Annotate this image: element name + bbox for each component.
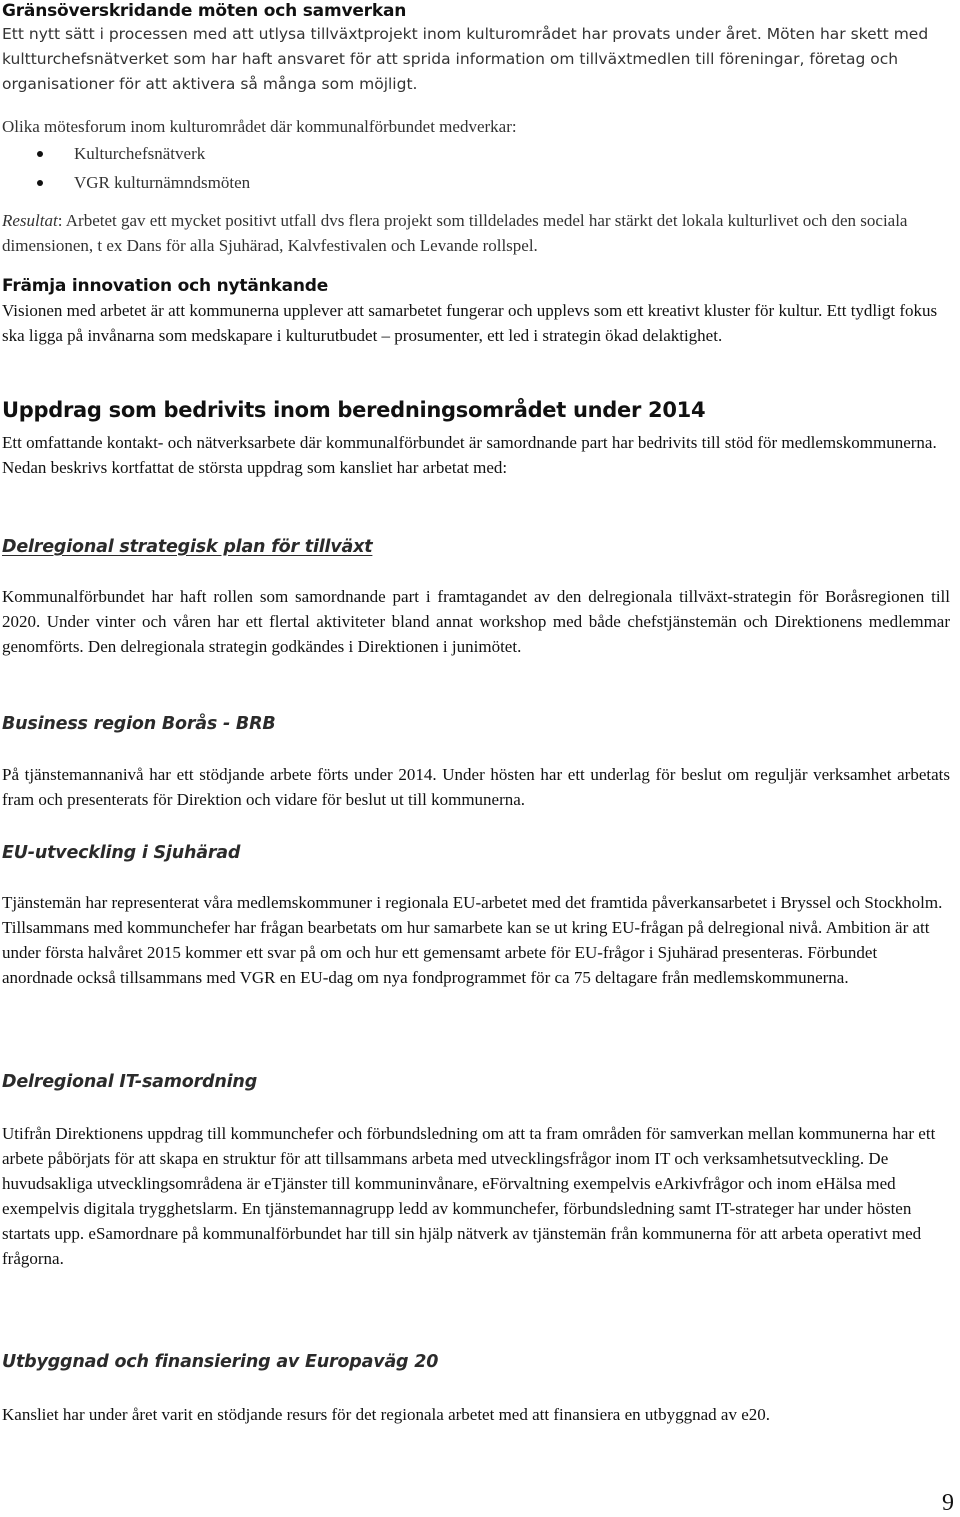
page-number: 9 xyxy=(942,1490,954,1516)
bullet-item xyxy=(2,139,950,168)
section-heading-assignments: Uppdrag som bedrivits inom beredningsområdet under 2014 xyxy=(2,398,706,422)
paragraph-e20: Kansliet har under året varit en stödjande resurs för det regionala arbetet med att finansiera en utbyggnad av e20. xyxy=(2,1405,771,1424)
paragraph-innovation: Visionen med arbetet är att kommunerna upplever att samarbetet fungerar och upplevs som ett kreativt kluster för kultur. Ett tydligt fokus ska ligga på invånarna som medskapare i kulturutbudet – prosumenter, ett led i strategin ökad delaktighet. xyxy=(2,301,938,345)
subheading-strategic-plan: Delregional strategisk plan för tillväxt xyxy=(2,537,373,557)
bullet-text: Kulturchefsnätverk xyxy=(74,144,206,163)
subheading-it-coordination: Delregional IT-samordning xyxy=(2,1072,258,1092)
section-heading-border-meetings: Gränsöverskridande möten och samverkan xyxy=(2,1,407,21)
result-label: Resultat xyxy=(2,211,58,230)
paragraph-border-meetings: Ett nytt sätt i processen med att utlysa tillväxtprojekt inom kulturområdet har provats under året. Möten har skett med kultturchefsnätverket som har haft ansvaret för att sprida information om tillväxtmedlen till föreningar, företag och organisationer för att aktivera så många som möjligt. xyxy=(2,25,929,93)
bullet-text: VGR kulturnämndsmöten xyxy=(74,173,251,192)
bullet-list-forums xyxy=(2,139,950,197)
subheading-business-region: Business region Borås - BRB xyxy=(2,714,276,734)
bullet-icon xyxy=(37,151,43,157)
paragraph-assignments: Ett omfattande kontakt- och nätverksarbete där kommunalförbundet är samordnande part har bedrivits till stöd för medlemskommunerna. Nedan beskrivs kortfattat de största uppdrag som kansliet har arbetat med: xyxy=(2,433,937,477)
paragraph-result xyxy=(2,208,950,258)
paragraph-strategic-plan: Kommunalförbundet har haft rollen som samordnande part i framtagandet av den delregionala tillväxt-strategin för Boråsregionen till 2020. Under vinter och våren har ett flertal aktiviteter bland annat workshop med både chefstjänstemän och Direktionens medlemmar genomförts. Den delregionala strategin godkändes i Direktionen i junimötet. xyxy=(2,587,950,656)
paragraph-it-coordination: Utifrån Direktionens uppdrag till kommunchefer och förbundsledning om att ta fram områden för samverkan mellan kommunerna har ett arbete påbörjats för att skapa en struktur för att tillsammans arbeta med utvecklingsfrågor inom IT och verksamhetsutveckling. De huvudsakliga utvecklingsområdena är eTjänster till kommuninvånare, eFörvaltning exempelvis eArkivfrågor och inom eHälsa med exempelvis digitala trygghetslarm. En tjänstemannagrupp ledd av kommunchefer, förbundsledning samt IT-strateger har under hösten startats upp. eSamordnare på kommunalförbundet har till sin hjälp nätverk av tjänstemän från kommunerna för att arbeta operativt med frågorna. xyxy=(2,1124,936,1268)
bullet-icon xyxy=(37,180,43,186)
subheading-e20: Utbyggnad och finansiering av Europaväg 20 xyxy=(2,1352,439,1372)
paragraph-forums-intro: Olika mötesforum inom kulturområdet där kommunalförbundet medverkar: xyxy=(2,117,517,136)
bullet-item xyxy=(2,168,950,197)
section-heading-innovation: Främja innovation och nytänkande xyxy=(2,276,329,296)
subheading-eu-development: EU-utveckling i Sjuhärad xyxy=(2,843,241,863)
paragraph-business-region: På tjänstemannanivå har ett stödjande arbete förts under 2014. Under hösten har ett underlag för beslut om reguljär verksamhet arbetats fram och presenterats för Direktion och vidare för beslut ut till kommunerna. xyxy=(2,765,950,809)
paragraph-eu-development: Tjänstemän har representerat våra medlemskommuner i regionala EU-arbetet med det framtida påverkansarbetet i Bryssel och Stockholm. Tillsammans med kommunchefer har frågan bearbetats om hur samarbete kan se ut kring EU-frågan på delregional nivå. Ambition är att under första halvåret 2015 kommer ett svar på om och hur ett gemensamt arbete för EU-frågor i Sjuhärad presenteras. Förbundet anordnade också tillsammans med VGR en EU-dag om nya fondprogrammet för ca 75 deltagare från medlemskommunerna. xyxy=(2,893,943,987)
result-text: : Arbetet gav ett mycket positivt utfall dvs flera projekt som tilldelades medel har stärkt det lokala kulturlivet och den sociala dimensionen, t ex Dans för alla Sjuhärad, Kalvfestivalen och Levande rollspel. xyxy=(2,211,908,255)
